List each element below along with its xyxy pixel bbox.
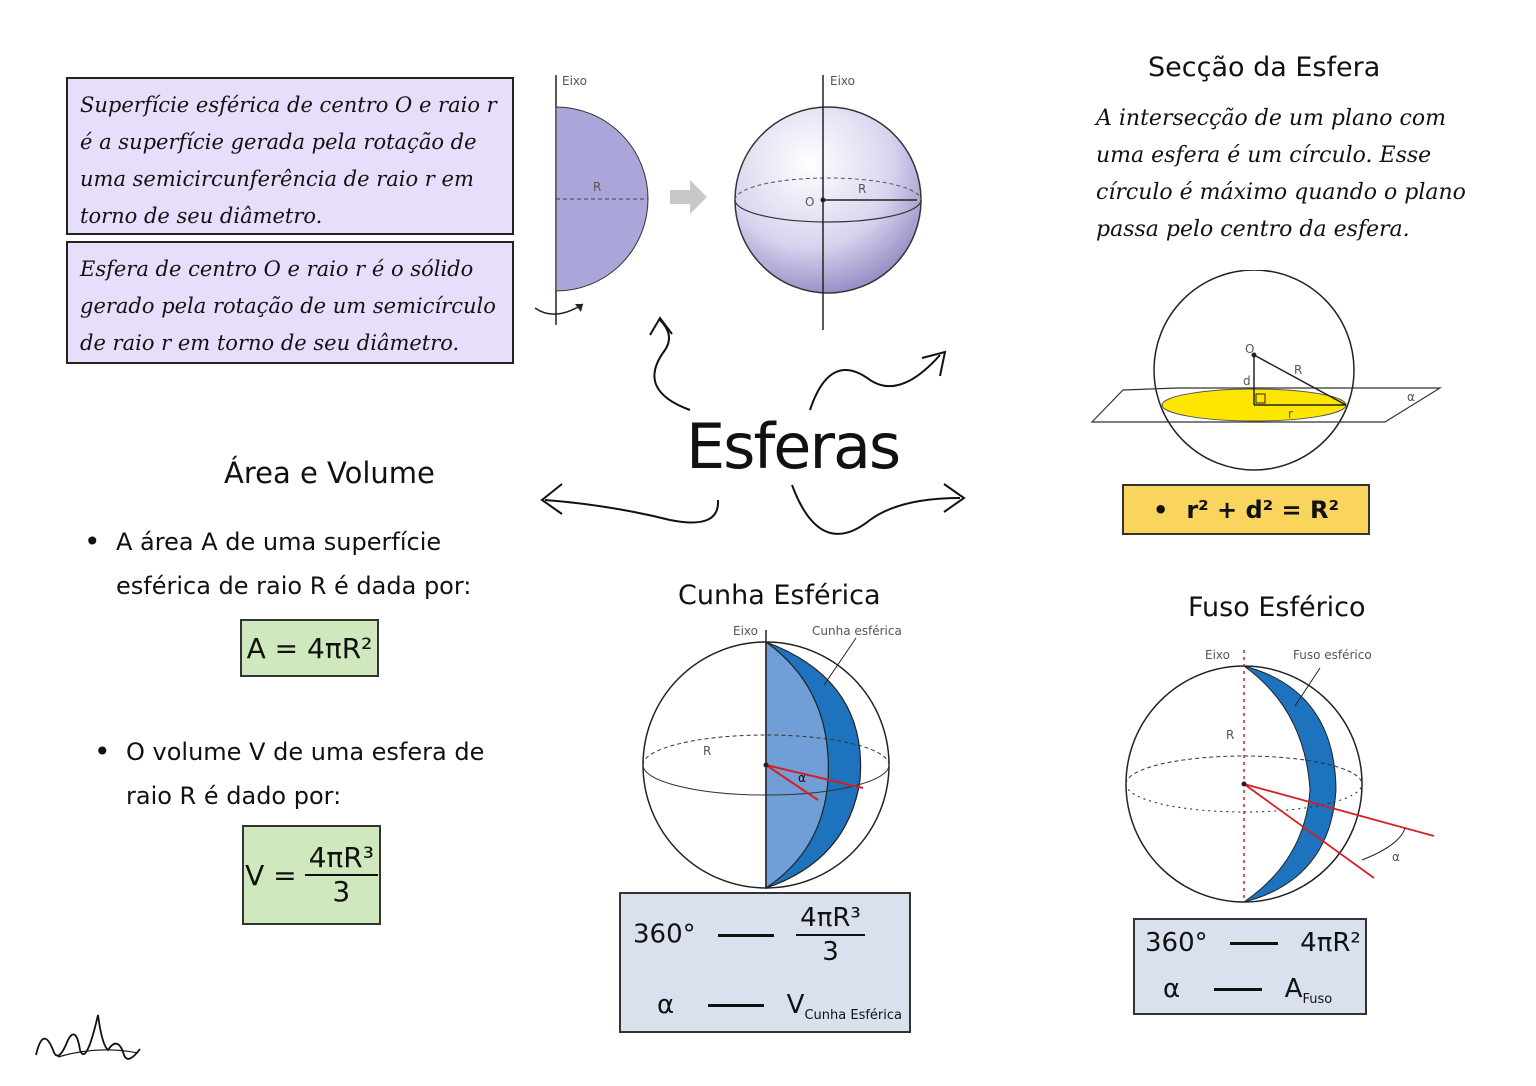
fuso-figure bbox=[1120, 650, 1450, 910]
volume-text: O volume V de uma esfera de raio R é dado por: bbox=[126, 738, 485, 810]
surface-definition-box bbox=[66, 77, 514, 235]
area-volume-title: Área e Volume bbox=[224, 456, 435, 490]
volume-numerator: 4πR³ bbox=[305, 842, 378, 876]
axis-label-right: Eixo bbox=[830, 74, 855, 88]
volume-denominator: 3 bbox=[332, 875, 351, 908]
arrow-right-icon bbox=[670, 180, 707, 214]
cunha-row1-denominator: 3 bbox=[822, 937, 839, 967]
solid-definition-box bbox=[66, 241, 514, 364]
cunha-callout-label: Cunha esférica bbox=[812, 624, 902, 638]
center-label: O bbox=[805, 195, 815, 209]
solid-definition-text: Esfera de centro O e raio r é o sólido gerado pela rotação de um semicírculo de raio r em torno de seu diâmetro. bbox=[80, 257, 496, 355]
cunha-row2-sub: Cunha Esférica bbox=[804, 1008, 902, 1024]
section-formula-box: • r² + d² = R² bbox=[1122, 484, 1370, 535]
section-text: A intersecção de um plano com uma esfera é um círculo. Esse círculo é máximo quando o plano passa pelo centro da esfera. bbox=[1096, 106, 1466, 242]
section-label-d: d bbox=[1243, 374, 1251, 388]
arrow-down-right-icon bbox=[792, 485, 960, 534]
cunha-title: Cunha Esférica bbox=[678, 580, 881, 611]
fuso-radius-label: R bbox=[1226, 728, 1235, 742]
arrow-down-left-icon bbox=[545, 500, 718, 523]
title-arrows bbox=[530, 310, 970, 550]
axis-label-left: Eixo bbox=[562, 74, 587, 88]
surface-definition-text: Superfície esférica de centro O e raio r é a superfície gerada pela rotação de uma semicircunferência de raio r em torno de seu diâmetro. bbox=[80, 93, 497, 228]
fuso-row2-left: α bbox=[1163, 974, 1181, 1004]
section-title: Secção da Esfera bbox=[1148, 52, 1381, 83]
section-label-alpha: α bbox=[1407, 390, 1415, 404]
section-label-r: r bbox=[1288, 407, 1293, 421]
cunha-row2-left: α bbox=[657, 990, 675, 1020]
rotation-figure bbox=[525, 60, 945, 340]
area-formula: A = 4πR² bbox=[246, 631, 373, 665]
cunha-row2-dash bbox=[708, 1004, 764, 1007]
fuso-axis-label: Eixo bbox=[1205, 648, 1230, 662]
volume-bullet bbox=[94, 730, 526, 818]
fuso-row2-right: A bbox=[1284, 974, 1303, 1004]
main-title: Esferas bbox=[686, 410, 900, 483]
section-figure bbox=[1088, 270, 1448, 475]
cunha-row1-dash bbox=[718, 934, 774, 937]
fuso-row1-dash bbox=[1230, 942, 1278, 945]
signature bbox=[28, 1005, 148, 1080]
cunha-row1-numerator: 4πR³ bbox=[796, 902, 865, 936]
cunha-row1-left: 360° bbox=[633, 919, 696, 950]
volume-lhs: V = bbox=[245, 858, 297, 892]
cunha-proportion-box bbox=[619, 892, 911, 1033]
fuso-title: Fuso Esférico bbox=[1188, 592, 1366, 623]
cunha-angle-label: α bbox=[798, 771, 806, 785]
radius-label-right: R bbox=[858, 182, 867, 196]
area-bullet bbox=[84, 520, 536, 608]
volume-formula-box bbox=[242, 825, 381, 925]
radius-label-left: R bbox=[593, 180, 602, 194]
area-text: A área A de uma superfície esférica de raio R é dada por: bbox=[116, 528, 472, 600]
cunha-row2-right: V bbox=[786, 990, 805, 1020]
fuso-row2-sub: Fuso bbox=[1302, 992, 1333, 1008]
fuso-angle-label: α bbox=[1392, 850, 1400, 864]
cunha-figure bbox=[638, 630, 918, 892]
arrow-up-right-icon bbox=[810, 355, 940, 410]
section-label-R: R bbox=[1294, 363, 1303, 377]
section-label-o: O bbox=[1245, 342, 1255, 356]
fuso-callout-label: Fuso esférico bbox=[1293, 648, 1372, 662]
cunha-radius-label: R bbox=[703, 744, 712, 758]
fuso-proportion-box bbox=[1133, 918, 1367, 1015]
area-formula-box bbox=[240, 619, 379, 677]
section-formula: r² + d² = R² bbox=[1186, 495, 1339, 524]
fuso-row1-right: 4πR² bbox=[1300, 928, 1361, 958]
fuso-row2-dash bbox=[1214, 988, 1262, 991]
fuso-row1-left: 360° bbox=[1145, 928, 1208, 958]
cunha-axis-label: Eixo bbox=[733, 624, 758, 638]
